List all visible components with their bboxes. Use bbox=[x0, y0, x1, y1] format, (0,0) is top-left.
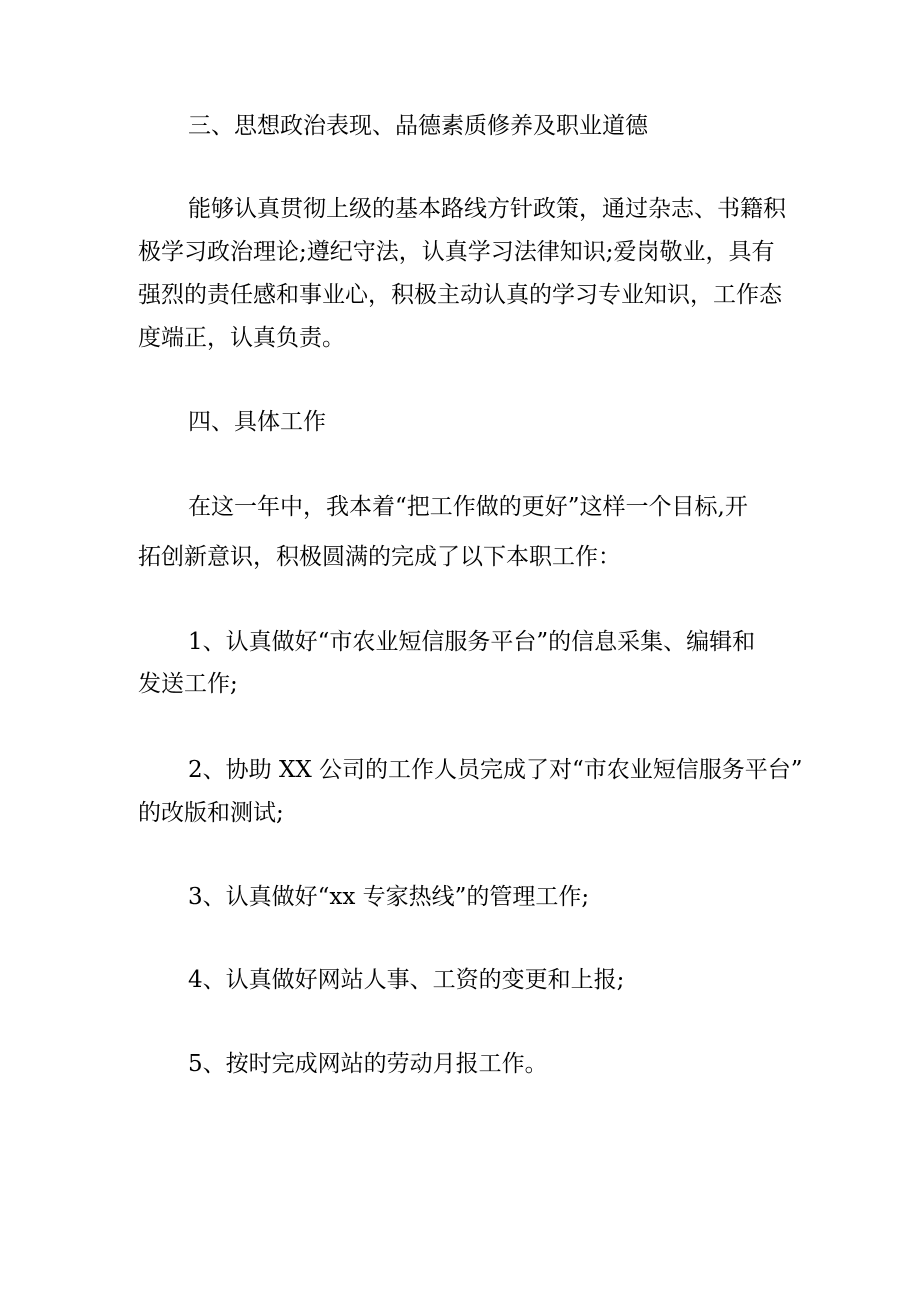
paragraph-line: 极学习政治理论;遵纪守法，认真学习法律知识;爱岗敬业，具有 bbox=[138, 239, 775, 265]
section-4-heading: 四、具体工作 bbox=[188, 409, 326, 435]
list-item-4: 4、认真做好网站人事、工资的变更和上报; bbox=[188, 967, 625, 993]
paragraph-line: 拓创新意识，积极圆满的完成了以下本职工作： bbox=[138, 544, 621, 570]
list-item-line: 的改版和测试; bbox=[138, 800, 284, 826]
paragraph-line: 能够认真贯彻上级的基本路线方针政策，通过杂志、书籍积 bbox=[188, 196, 786, 222]
paragraph-line: 度端正，认真负责。 bbox=[138, 325, 345, 351]
section-3-heading: 三、思想政治表现、品德素质修养及职业道德 bbox=[188, 113, 648, 139]
list-item-5: 5、按时完成网站的劳动月报工作。 bbox=[188, 1051, 548, 1077]
paragraph-line: 强烈的责任感和事业心，积极主动认真的学习专业知识，工作态 bbox=[138, 282, 782, 308]
list-item-line: 2、协助 XX 公司的工作人员完成了对“市农业短信服务平台” bbox=[188, 757, 803, 783]
list-item-line: 发送工作; bbox=[138, 671, 238, 697]
paragraph-line: 在这一年中，我本着“把工作做的更好”这样一个目标,开 bbox=[188, 494, 748, 520]
list-item-3: 3、认真做好“xx 专家热线”的管理工作; bbox=[188, 884, 590, 910]
list-item-line: 1、认真做好“市农业短信服务平台”的信息采集、编辑和 bbox=[188, 629, 756, 655]
